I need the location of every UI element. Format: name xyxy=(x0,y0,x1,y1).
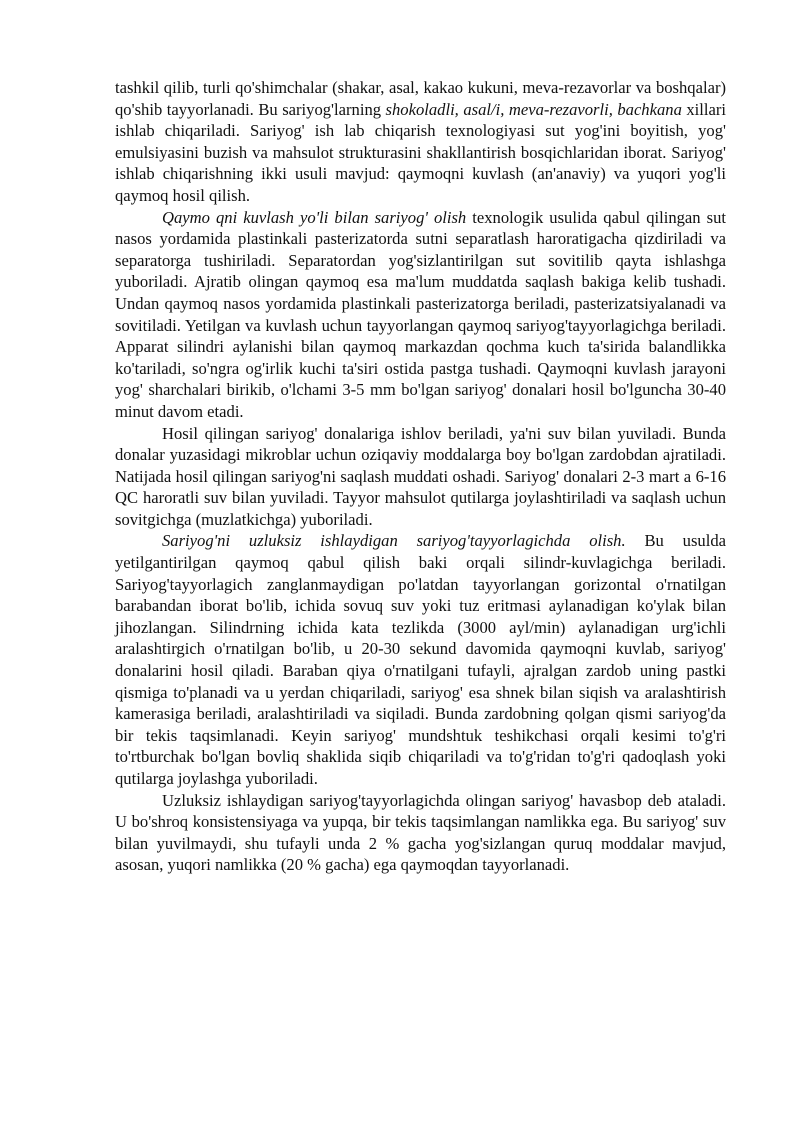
paragraph-3-text: Hosil qilingan sariyog' donalariga ishlov beriladi, ya'ni suv bilan yuviladi. Bunda donalar yuzasidagi mikroblar uchun oziqaviy moddalarga boy bo'lgan zardobdan ajratiladi. Natijada hosil qilingan sariyog'ni saqlash muddati oshadi. Sariyog' donalari 2-3 mart a 6-16 QC haroratli suv bilan yuviladi. Tayyor mahsulot qutilarga joylashtiriladi va saqlash uchun sovitgichga (muzlatkichga) yuboriladi. xyxy=(115,423,726,529)
paragraph-1-italic-products: shokoladli, asal/i, meva-rezavorli, bachkana xyxy=(385,99,682,119)
paragraph-4 xyxy=(115,530,726,789)
paragraph-4-text: Bu usulda yetilgantirilgan qaymoq qabul qilish baki orqali silindr-kuvlagichga beriladi. Sariyog'tayyorlagich zanglanmaydigan po'latdan tayyorlangan gorizontal o'rnatilgan barabandan iborat bo'lib, ichida sovuq suv yoki tuz eritmasi aylanadigan ko'ylak bilan jihozlangan. Silindrning ichida kata tezlikda (3000 ayl/min) aylanadigan urg'ichli aralashtirgich o'rnatilgan bo'lib, u 20-30 sekund davomida qaymoqni kuvlab, sariyog' donalarini hosil qiladi. Baraban qiya o'rnatilgani tufayli, ajralgan zardob uning pastki qismiga to'planadi va u yerdan chiqariladi, sariyog' esa shnek bilan siqish va aralashtirish kamerasiga beriladi, aralashtiriladi va siqiladi. Bunda zardobning qolgan qismi sariyog'da bir tekis taqsimlanadi. Keyin sariyog' mundshtuk teshikchasi orqali kesimi to'g'ri to'rtburchak bo'lgan bovliq shaklida siqib chiqariladi va to'g'ridan to'g'ri qadoqlash yoki qutilarga joylashga yuboriladi. xyxy=(115,531,726,788)
paragraph-3 xyxy=(115,423,726,531)
paragraph-2-text: texnologik usulida qabul qilingan sut nasos yordamida plastinkali pasterizatorda sutni separatlash haroratigacha qizdiriladi va separatorga tushiriladi. Separatordan yog'sizlantirilgan sut sovitilib qayta ishlashga yuboriladi. Ajratib olingan qaymoq esa ma'lum muddatda saqlash bakiga kelib tushadi. Undan qaymoq nasos yordamida plastinkali pasterizatorga beriladi, pasterizatsiyalanadi va sovitiladi. Yetilgan va kuvlash uchun tayyorlangan qaymoq sariyog'tayyorlagichga beriladi. Apparat silindri aylanishi bilan qaymoq markazdan qochma kuch ta'sirida balandlikka ko'tariladi, so'ngra og'irlik kuchi ta'siri ostida pastga tushadi. Qaymoqni kuvlash jarayoni yog' sharchalari birikib, o'lchami 3-5 mm bo'lgan sariyog' donalari hosil bo'lguncha 30-40 minut davom etadi. xyxy=(115,207,726,421)
paragraph-5 xyxy=(115,790,726,876)
paragraph-4-italic-heading: Sariyog'ni uzluksiz ishlaydigan sariyog'tayyorlagichda olish. xyxy=(162,531,626,551)
paragraph-1-text-2: xillari ishlab chiqariladi. Sariyog' ish lab chiqarish texnologiyasi sut yog'ini boyitish, yog' emulsiyasini buzish va mahsulot strukturasini shakllantirish bosqichlaridan iborat. Sariyog' ishlab chiqarishning ikki usuli mavjud: qaymoqni kuvlash (an'anaviy) va yuqori yog'li qaymoq hosil qilish. xyxy=(115,99,727,205)
paragraph-1 xyxy=(115,77,726,207)
document-page xyxy=(115,77,726,876)
paragraph-2-italic-heading: Qaymo qni kuvlash yo'li bilan sariyog' olish xyxy=(162,207,467,227)
paragraph-1-text-1: tashkil qilib, turli qo'shimchalar (shakar, asal, kakao kukuni, meva-rezavorlar va boshqalar) qo'shib tayyorlanadi. Bu sariyog'larning xyxy=(115,78,726,119)
paragraph-5-text: Uzluksiz ishlaydigan sariyog'tayyorlagichda olingan sariyog' havasbop deb ataladi. U bo'shroq konsistensiyaga va yupqa, bir tekis taqsimlangan namlikka ega. Bu sariyog' suv bilan yuvilmaydi, shu tufayli unda 2 % gacha yog'sizlangan quruq moddalar mavjud, asosan, yuqori namlikka (20 % gacha) ega qaymoqdan tayyorlanadi. xyxy=(115,790,726,875)
paragraph-2 xyxy=(115,207,726,423)
